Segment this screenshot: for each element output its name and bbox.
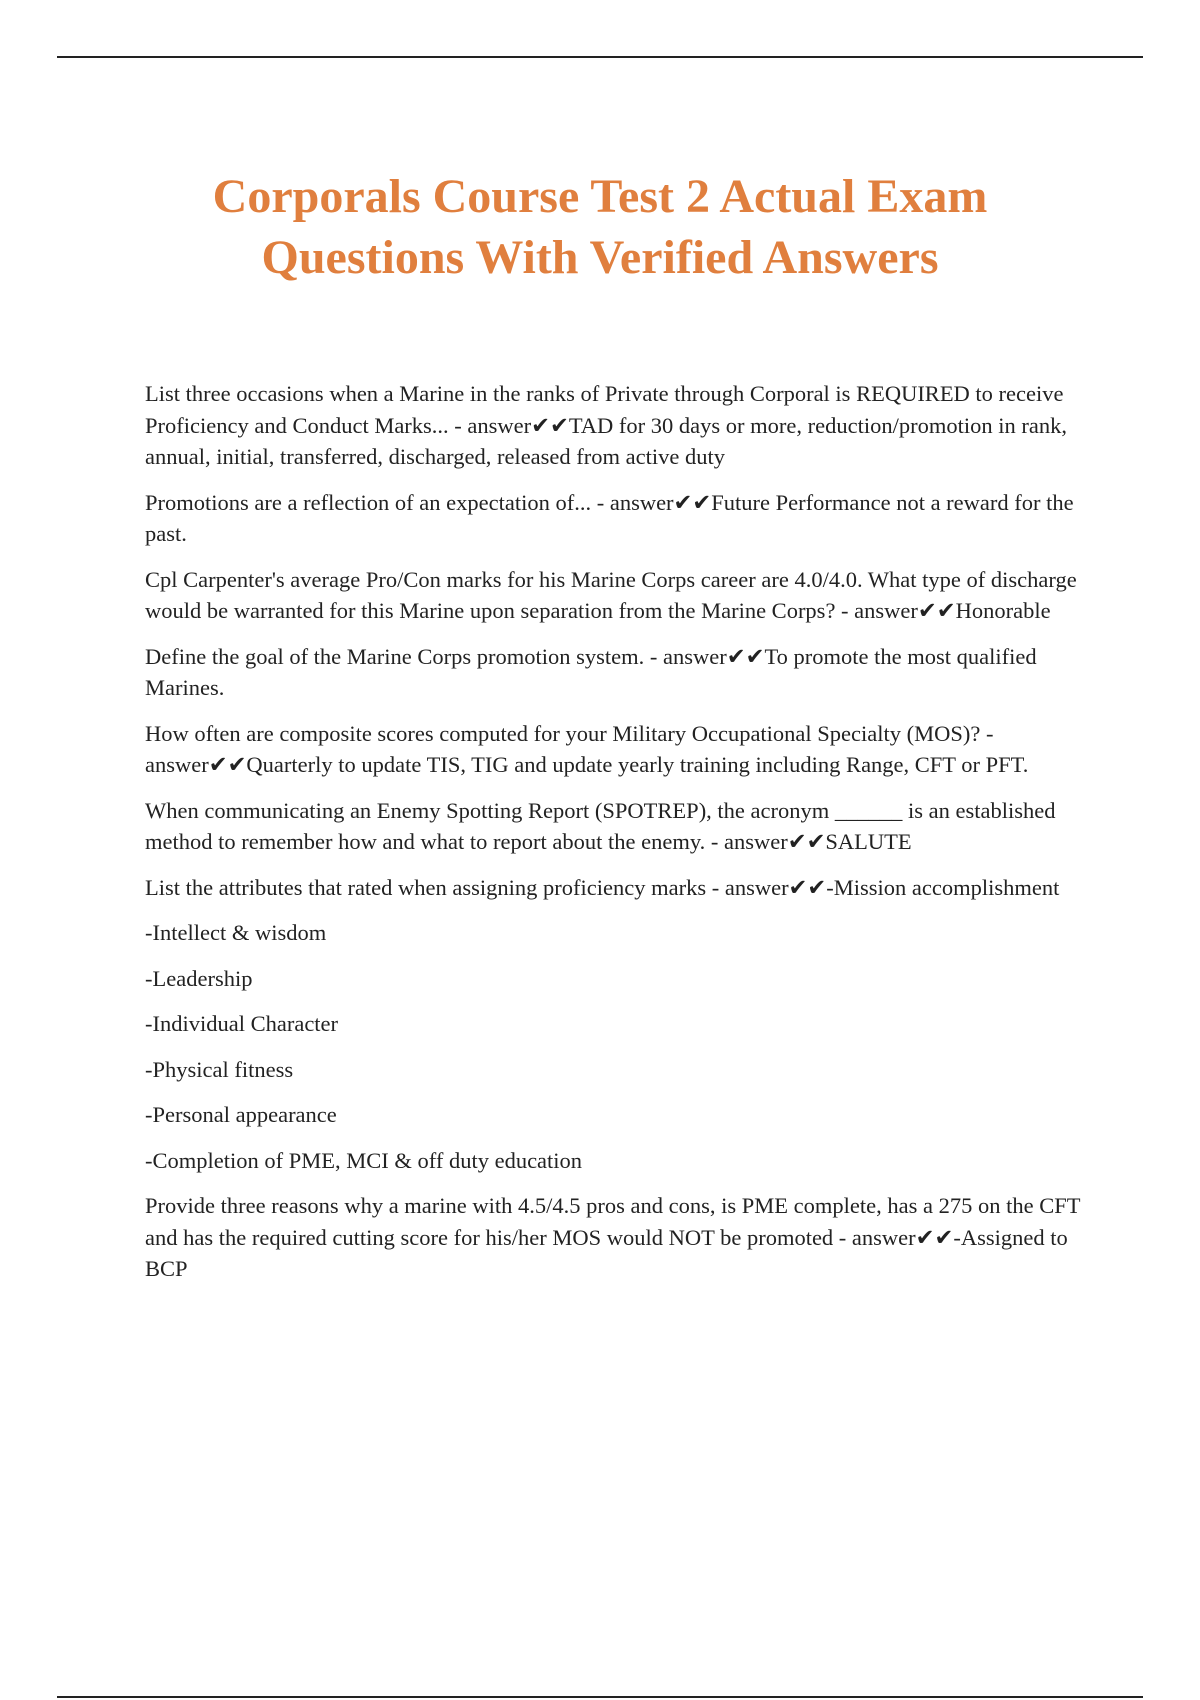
title-line-2: Questions With Verified Answers [261,231,939,284]
qa-paragraph: Cpl Carpenter's average Pro/Con marks for his Marine Corps career are 4.0/4.0. What type of discharge would be warranted for this Marine upon separation from the Marine Corps? - answer✔✔Honorable [145,566,1077,623]
attribute-list-item: -Individual Character [145,1011,339,1036]
document-title [120,166,1080,288]
attribute-list-item: -Intellect & wisdom [145,920,327,945]
qa-paragraph: When communicating an Enemy Spotting Report (SPOTREP), the acronym ______ is an established method to remember how and what to report about the enemy. - answer✔✔SALUTE [145,797,1056,854]
qa-paragraph: Provide three reasons why a marine with 4.5/4.5 pros and cons, is PME complete, has a 275 on the CFT and has the required cutting score for his/her MOS would NOT be promoted - answer✔✔-Assigned to BCP [145,1193,1081,1281]
title-line-1: Corporals Course Test 2 Actual Exam [212,170,988,223]
qa-paragraph: Promotions are a reflection of an expectation of... - answer✔✔Future Performance not a reward for the past. [145,489,1074,546]
qa-paragraph: List three occasions when a Marine in the ranks of Private through Corporal is REQUIRED to receive Proficiency and Conduct Marks... - answer✔✔TAD for 30 days or more, reduction/promotion in rank, annual, initial, transferred, discharged, released from active duty [145,381,1067,469]
attribute-list-item: -Leadership [145,965,253,991]
qa-paragraph: Define the goal of the Marine Corps promotion system. - answer✔✔To promote the most qualified Marines. [145,643,1037,700]
attribute-list-item: -Physical fitness [145,1056,294,1082]
attribute-list-item: -Personal appearance [145,1102,337,1127]
qa-paragraph: List the attributes that rated when assigning proficiency marks - answer✔✔-Mission accomplishment [145,874,1060,900]
bottom-rule [57,1696,1143,1698]
attribute-list-item: -Completion of PME, MCI & off duty education [145,1147,583,1173]
top-rule [57,56,1143,58]
qa-paragraph: How often are composite scores computed for your Military Occupational Specialty (MOS)? - answer✔✔Quarterly to update TIS, TIG and update yearly training including Range, CFT or PFT. [145,720,1029,777]
document-body [145,378,1090,1285]
